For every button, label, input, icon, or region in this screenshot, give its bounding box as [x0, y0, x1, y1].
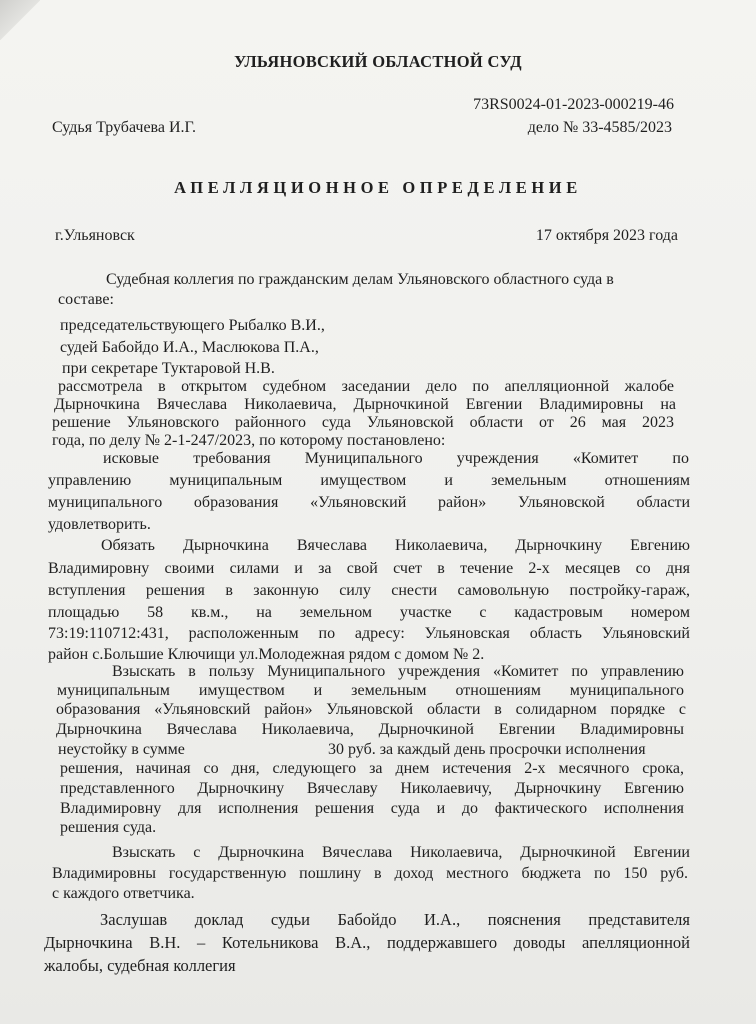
body-line: Судебная коллегия по гражданским делам Ульяновского областного суда в	[106, 271, 614, 288]
body-line: рассмотрела в открытом судебном заседании дело по апелляционной жалобе	[58, 378, 674, 395]
body-line: составе:	[58, 291, 114, 308]
body-line: при секретаре Туктаровой Н.В.	[62, 360, 275, 377]
document-date: 17 октября 2023 года	[535, 227, 678, 244]
document-title: АПЕЛЛЯЦИОННОЕ ОПРЕДЕЛЕНИЕ	[174, 178, 582, 197]
body-line: решение Ульяновского районного суда Ульяновской области от 26 мая 2023	[52, 414, 674, 431]
body-line: решения суда.	[60, 819, 157, 836]
body-line: года, по делу № 2-1-247/2023, по которому постановлено:	[52, 432, 446, 449]
court-name: УЛЬЯНОВСКИЙ ОБЛАСТНОЙ СУД	[234, 52, 522, 71]
body-line: жалобы, судебная коллегия	[44, 956, 236, 975]
body-line: председательствующего Рыбалко В.И.,	[60, 317, 325, 334]
case-id: 73RS0024-01-2023-000219-46	[473, 96, 674, 113]
judge-name: Судья Трубачева И.Г.	[52, 119, 196, 136]
body-line: Заслушав доклад судьи Бабойдо И.А., пояснения представителя	[100, 910, 690, 929]
body-line: Взыскать в пользу Муниципального учреждения «Комитет по управлению	[112, 663, 684, 680]
body-line: район с.Большие Ключищи ул.Молодежная рядом с домом № 2.	[48, 646, 485, 663]
body-line: судей Бабойдо И.А., Маслюкова П.А.,	[60, 339, 319, 356]
body-line: неустойку в сумме	[58, 741, 185, 758]
body-line: исковые требования Муниципального учреждения «Комитет по	[103, 450, 689, 467]
case-number: дело № 33-4585/2023	[527, 119, 672, 136]
body-line: удовлетворить.	[48, 516, 151, 533]
body-line: с каждого ответчика.	[52, 885, 195, 902]
body-line: решения, начиная со дня, следующего за днем истечения 2-х месячного срока,	[60, 760, 684, 777]
body-line: образования «Ульяновский район» Ульяновской области в солидарном порядке с	[56, 701, 686, 718]
page-corner-shadow	[0, 0, 40, 40]
body-line: муниципальным имуществом и земельным отношениям муниципального	[57, 682, 684, 699]
body-line: Дырночкина Вячеслава Николаевича, Дырночкиной Евгении Владимировны	[56, 721, 684, 738]
body-line: управлению муниципальным имуществом и земельным отношениям	[48, 472, 690, 489]
body-line: вступления решения в законную силу снести самовольную постройку-гараж,	[48, 582, 690, 599]
body-line: Дырночкина В.Н. – Котельникова В.А., поддержавшего доводы апелляционной	[44, 933, 690, 952]
body-line: 30 руб. за каждый день просрочки исполнения	[328, 741, 646, 758]
body-line: Обязать Дырночкина Вячеслава Николаевича, Дырночкину Евгению	[101, 537, 690, 554]
body-line: Дырночкина Вячеслава Николаевича, Дырночкиной Евгении Владимировны на	[54, 396, 676, 413]
body-line: муниципального образования «Ульяновский район» Ульяновской области	[48, 494, 690, 511]
body-line: Взыскать с Дырночкина Вячеслава Николаевича, Дырночкиной Евгении	[112, 844, 690, 861]
city: г.Ульяновск	[55, 227, 135, 244]
body-line: площадью 58 кв.м., на земельном участке с кадастровым номером	[48, 604, 690, 621]
body-line: 73:19:110712:431, расположенным по адресу: Ульяновская область Ульяновский	[48, 625, 690, 642]
body-line: представленного Дырночкину Вячеславу Николаевичу, Дырночкину Евгению	[60, 780, 684, 797]
body-line: Владимировну своими силами и за свой счет в течение 2-х месяцев со дня	[48, 560, 690, 577]
body-line: Владимировну для исполнения решения суда и до фактического исполнения	[60, 800, 684, 817]
body-line: Владимировны государственную пошлину в доход местного бюджета по 150 руб.	[52, 865, 688, 882]
